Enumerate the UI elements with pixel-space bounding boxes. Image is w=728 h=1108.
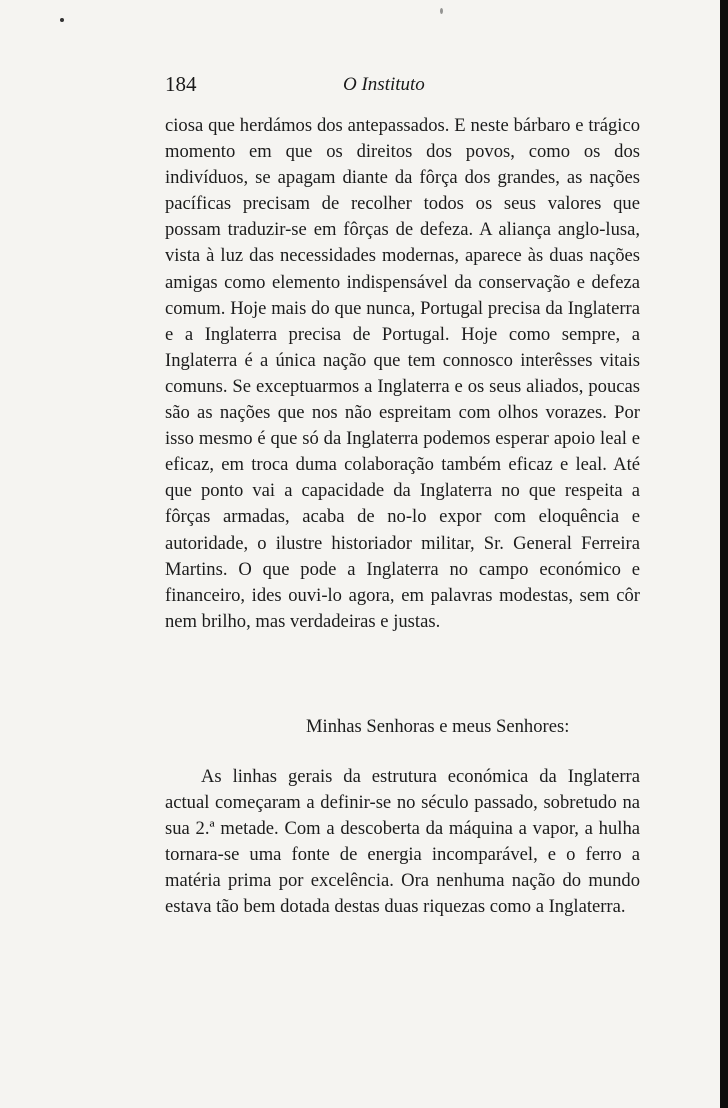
paragraph-continued: ciosa que herdámos dos antepassados. E neste bárbaro e trágico momento em que os direitos dos povos, como os dos indivíduos, se apagam diante da fôrça dos grandes, as nações pacíficas precisam de recolher todos os seus valores que possam traduzir-se em fôrças de defeza. A aliança anglo-lusa, vista à luz das necessidades modernas, aparece às duas nações amigas como elemento indispensável da conservação e defeza comum. Hoje mais do que nunca, Portugal precisa da Inglaterra e a Inglaterra precisa de Portugal. Hoje como sempre, a Inglaterra é a única nação que tem connosco interêsses vitais comuns. Se exceptuarmos a Inglaterra e os seus aliados, poucas são as nações que nos não espreitam com olhos vorazes. Por isso mesmo é que só da Inglaterra podemos esperar apoio leal e eficaz, em troca duma colaboração também eficaz e leal. Até que ponto vai a capacidade da Inglaterra no que respeita a fôrças armadas, acaba de no-lo expor com eloquência e autoridade, o ilustre historiador militar, Sr. General Ferreira Martins. O que pode a Inglaterra no campo económico e financeiro, ides ouvi-lo agora, em palavras modestas, sem côr nem brilho, mas verdadeiras e justas. [165,115,640,632]
body-text [165,113,640,635]
salutation: Minhas Senhoras e meus Senhores: [306,716,570,737]
paragraph: As linhas gerais da estrutura económica da Inglaterra actual começaram a definir-se no século passado, sobretudo na sua 2.ª metade. Com a descoberta da máquina a vapor, a hulha tornara-se uma fonte de energia incomparável, e o ferro a matéria prima por excelência. Ora nenhuma nação do mundo estava tão bem dotada destas duas riquezas como a Inglaterra. [165,766,640,918]
page-header [165,72,640,102]
page-number: 184 [165,72,197,96]
ink-speck [440,8,443,14]
scan-edge [720,0,728,1108]
ink-speck [60,18,64,22]
running-title: O Instituto [343,74,425,95]
